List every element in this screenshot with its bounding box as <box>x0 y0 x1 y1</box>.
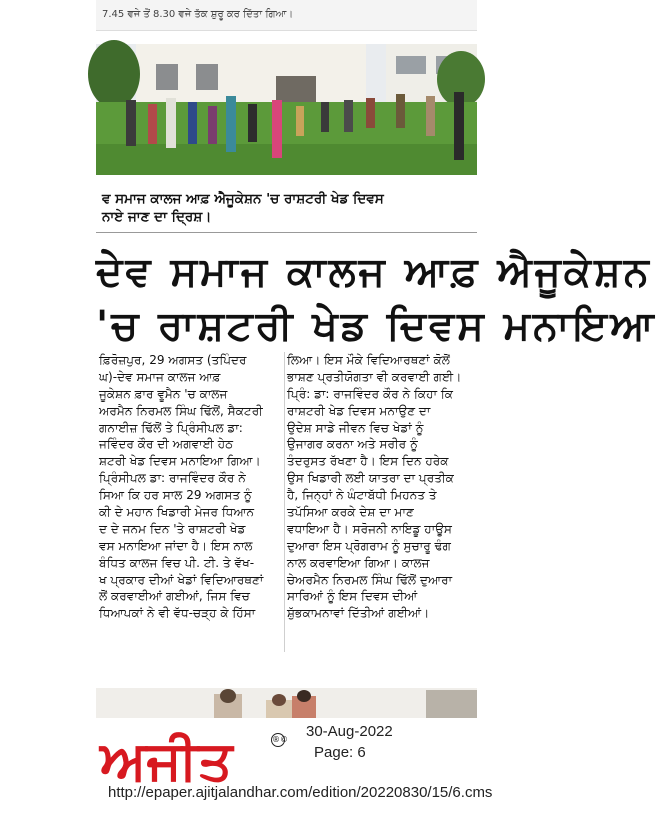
ajit-logo <box>100 727 290 792</box>
article-column-right <box>287 352 474 622</box>
article-column-left <box>99 352 285 622</box>
text-line: ਪ੍ਰਿੰ: ਡਾ: ਰਾਜਵਿੰਦਰ ਕੌਰ ਨੇ ਕਿਹਾ ਕਿ <box>287 386 454 401</box>
text-line: ਦੁਆਰਾ ਇਸ ਪ੍ਰੋਗਰਾਮ ਨੂੰ ਸੁਚਾਰੂ ਢੰਗ <box>287 538 451 553</box>
text-line: ਵਧਾਇਆ ਹੈ। ਸਰੋਜਨੀ ਨਾਇਡੂ ਹਾਊਸ <box>287 521 452 536</box>
text-line: ਗਨਾਈਜ਼ ਢਿੱਲੋਂ ਤੇ ਪ੍ਰਿੰਸੀਪਲ ਡਾ: <box>99 420 243 435</box>
text-line: ਉਜਾਗਰ ਕਰਨਾ ਅਤੇ ਸਰੀਰ ਨੂੰ <box>287 437 418 452</box>
text-line: ਉਦੇਸ਼ ਸਾਡੇ ਜੀਵਨ ਵਿਚ ਖੇਡਾਂ ਨੂੰ <box>287 420 424 435</box>
text-line: ਤਪੱਸਿਆ ਕਰਕੇ ਦੇਸ਼ ਦਾ ਮਾਣ <box>287 505 414 520</box>
text-line: ਫ਼ਿਰੋਜ਼ਪੁਰ, 29 ਅਗਸਤ (ਤਪਿੰਦਰ <box>99 353 247 367</box>
edition-date: 30-Aug-2022 <box>306 723 393 740</box>
text-line: ਸ਼ੁੱਭਕਾਮਨਾਵਾਂ ਦਿੱਤੀਆਂ ਗਈਆਂ। <box>287 606 430 621</box>
news-clipping <box>96 0 657 716</box>
text-line: ਸਾਰਿਆਂ ਨੂੰ ਇਸ ਦਿਵਸ ਦੀਆਂ <box>287 589 418 604</box>
text-line: ਦ ਦੇ ਜਨਮ ਦਿਨ 'ਤੇ ਰਾਸ਼ਟਰੀ ਖੇਡ <box>99 521 246 536</box>
text-line: ਹੈ, ਜਿਨ੍ਹਾਂ ਨੇ ਘੰਟਾਬੱਧੀ ਮਿਹਨਤ ਤੇ <box>287 488 437 503</box>
text-line: ਉਸ ਖਿਡਾਰੀ ਲਈ ਯਾਤਰਾ ਦਾ ਪ੍ਰਤੀਕ <box>287 471 454 486</box>
text-line: ਤੰਦਰੁਸਤ ਰੱਖਣਾ ਹੈ। ਇਸ ਦਿਨ ਹਰੇਕ <box>287 454 449 469</box>
caption-line: ਵ ਸਮਾਜ ਕਾਲਜ ਆਫ਼ ਐਜੂਕੇਸ਼ਨ 'ਚ ਰਾਸ਼ਟਰੀ ਖੇਡ ਦਿਵਸ <box>102 191 384 207</box>
text-line: ਬੰਧਿਤ ਕਾਲਜ ਵਿਚ ਪੀ. ਟੀ. ਤੇ ਵੱਖ- <box>99 555 255 570</box>
text-line: ਘ)-ਦੇਵ ਸਮਾਜ ਕਾਲਜ ਆਫ਼ <box>99 369 221 384</box>
photo-caption <box>102 190 474 226</box>
divider-rule <box>96 232 477 233</box>
text-line: ਸ਼ਟਰੀ ਖੇਡ ਦਿਵਸ ਮਨਾਇਆ ਗਿਆ। <box>99 454 261 469</box>
text-line: ਪ੍ਰਿੰਸੀਪਲ ਡਾ: ਰਾਜਵਿੰਦਰ ਕੌਰ ਨੇ <box>99 471 246 486</box>
logo-wordmark: ਅਜੀਤ <box>100 729 233 792</box>
previous-article-text: 7.45 ਵਜੇ ਤੋਂ 8.30 ਵਜੇ ਤੱਕ ਸ਼ੁਰੂ ਕਰ ਦਿੱਤਾ ਗਿਆ। <box>102 9 294 20</box>
text-line: ਚੇਅਰਮੈਨ ਨਿਰਮਲ ਸਿੰਘ ਢਿੱਲੋਂ ਦੁਆਰਾ <box>287 572 453 587</box>
event-photo <box>96 44 477 175</box>
text-line: ਜਵਿੰਦਰ ਕੌਰ ਦੀ ਅਗਵਾਈ ਹੇਠ <box>99 437 234 452</box>
headline-line: ਦੇਵ ਸਮਾਜ ਕਾਲਜ ਆਫ਼ ਐਜੂਕੇਸ਼ਨ <box>96 249 652 295</box>
next-article-photo <box>96 688 477 718</box>
text-line: ਲੋਂ ਕਰਵਾਈਆਂ ਗਈਆਂ, ਜਿਸ ਵਿਚ <box>99 589 250 604</box>
caption-line: ਨਾਏ ਜਾਣ ਦਾ ਦ੍ਰਿਸ਼। <box>102 209 212 225</box>
text-line: ਖ ਪ੍ਰਕਾਰ ਦੀਆਂ ਖੇਡਾਂ ਵਿਦਿਆਰਥਣਾਂ <box>99 572 264 587</box>
text-line: ਧਿਆਪਕਾਂ ਨੇ ਵੀ ਵੱਧ-ਚੜ੍ਹ ਕੇ ਹਿੱਸਾ <box>99 606 256 621</box>
source-url[interactable]: http://epaper.ajitjalandhar.com/edition/20220830/15/6.cms <box>108 784 493 801</box>
text-line: ਲਿਆ। ਇਸ ਮੌਕੇ ਵਿਦਿਆਰਥਣਾਂ ਕੋਲੋਂ <box>287 353 450 367</box>
text-line: ਰਾਸ਼ਟਰੀ ਖੇਡ ਦਿਵਸ ਮਨਾਉਣ ਦਾ <box>287 403 431 418</box>
text-line: ਅਰਮੈਨ ਨਿਰਮਲ ਸਿੰਘ ਢਿੱਲੋਂ, ਸੈਕਟਰੀ <box>99 403 263 418</box>
article-headline <box>96 245 657 353</box>
headline-line: 'ਚ ਰਾਸ਼ਟਰੀ ਖੇਡ ਦਿਵਸ ਮਨਾਇਆ <box>96 303 657 349</box>
column-divider <box>284 352 285 652</box>
page-number: Page: 6 <box>314 744 366 761</box>
registered-copyright-mark: ®© <box>271 733 285 747</box>
text-line: ਵਸ ਮਨਾਇਆ ਜਾਂਦਾ ਹੈ। ਇਸ ਨਾਲ <box>99 538 253 553</box>
text-line: ਭਾਸ਼ਣ ਪ੍ਰਤੀਯੋਗਤਾ ਵੀ ਕਰਵਾਈ ਗਈ। <box>287 369 462 384</box>
text-line: ਨਾਲ ਕਰਵਾਇਆ ਗਿਆ। ਕਾਲਜ <box>287 555 430 570</box>
previous-article-strip <box>96 0 477 31</box>
text-line: ਸਿਆ ਕਿ ਹਰ ਸਾਲ 29 ਅਗਸਤ ਨੂੰ <box>99 488 252 503</box>
text-line: ਕੀ ਦੇ ਮਹਾਨ ਖਿਡਾਰੀ ਮੇਜਰ ਧਿਆਨ <box>99 505 255 520</box>
text-line: ਜੂਕੇਸ਼ਨ ਫ਼ਾਰ ਵੂਮੈਨ 'ਚ ਕਾਲਜ <box>99 386 228 401</box>
